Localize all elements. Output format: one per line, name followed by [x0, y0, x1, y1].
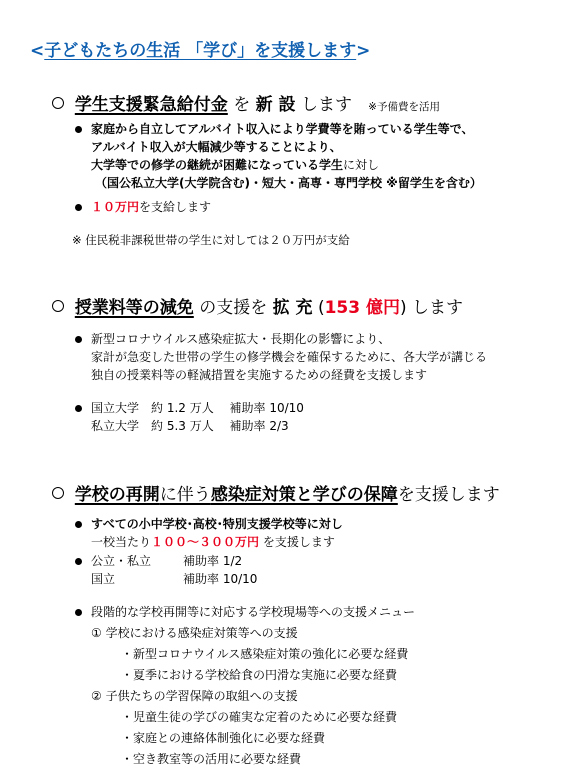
section3-bullet2: 公立・私立 補助率 1/2 国立 補助率 10/10: [91, 554, 258, 586]
menu-item-1-sub1: ・新型コロナウイルス感染症対策の強化に必要な経費: [121, 647, 409, 661]
menu-item-2-sub2: ・家庭との連絡体制強化に必要な経費: [121, 731, 326, 745]
section1-note: ※予備費を活用: [368, 101, 440, 113]
section3-heading: 学校の再開に伴う感染症対策と学びの保障を支援します: [52, 480, 500, 505]
circle-bullet-icon: [52, 487, 64, 499]
section2-heading: 授業料等の減免 の支援を 拡 充 (153 億円) します: [52, 293, 463, 318]
bullet-icon: [75, 609, 82, 616]
section2-bullet1: 新型コロナウイルス感染症拡大・長期化の影響により、 家計が急変した世帯の学生の修学機会を確保するために、各大学が講じる 独自の授業料等の軽減措置を実施するための経費を支援します: [91, 332, 488, 382]
section3-bullet1: すべての小中学校･高校･特別支援学校等に対し 一校当たり１００～３００万円 を支援します: [91, 517, 343, 549]
section2-verb: 拡 充: [272, 298, 313, 318]
section1-bullet2: １０万円を支給します: [91, 200, 212, 214]
section2-bullet2: 国立大学 約 1.2 万人 補助率 10/10 私立大学 約 5.3 万人 補助率 2/3: [91, 401, 304, 433]
section1-verb: 新 設: [255, 95, 296, 115]
section2-amount: 153 億円: [324, 298, 400, 318]
page-title: <子どもたちの生活 「学び」を支援します>: [30, 41, 371, 61]
menu-item-1: ① 学校における感染症対策等への支援: [91, 626, 298, 640]
section1-bullet1: 家庭から自立してアルバイト収入により学費等を賄っている学生等で、 アルバイト収入が大幅減少等することにより、 大学等での修学の継続が困難になっている学生に対し （国公私立大学(大学院含む)・短大・高専・専門学校 ※留学生を含む）: [91, 122, 482, 190]
grant-amount: １０万円: [91, 200, 140, 214]
menu-item-2: ② 子供たちの学習保障の取組への支援: [91, 689, 298, 703]
page-title-text: 子どもたちの生活 「学び」を支援します: [44, 41, 357, 61]
menu-item-1-sub2: ・夏季における学校給食の円滑な実施に必要な経費: [121, 668, 398, 682]
bullet-icon: [75, 405, 82, 412]
circle-bullet-icon: [52, 300, 64, 312]
circle-bullet-icon: [52, 97, 64, 109]
menu-item-2-sub1: ・児童生徒の学びの確実な定着のために必要な経費: [121, 710, 398, 724]
section1-name: 学生支援緊急給付金: [74, 95, 228, 115]
menu-item-2-sub3: ・空き教室等の活用に必要な経費: [121, 752, 302, 766]
bullet-icon: [75, 126, 82, 133]
section3-name-a: 学校の再開: [74, 485, 160, 505]
bullet-icon: [75, 336, 82, 343]
section1-heading: 学生支援緊急給付金 を 新 設 します ※予備費を活用: [52, 90, 440, 115]
section3-bullet3: 段階的な学校再開等に対応する学校現場等への支援メニュー: [91, 605, 416, 619]
section2-name: 授業料等の減免: [74, 298, 194, 318]
bullet-icon: [75, 521, 82, 528]
bullet-icon: [75, 558, 82, 565]
bullet-icon: [75, 204, 82, 211]
section1-reference: ※ 住民税非課税世帯の学生に対しては２０万円が支給: [72, 233, 350, 247]
section3-name-b: 感染症対策と学びの保障: [210, 485, 398, 505]
support-amount: １００～３００万円: [151, 535, 260, 549]
